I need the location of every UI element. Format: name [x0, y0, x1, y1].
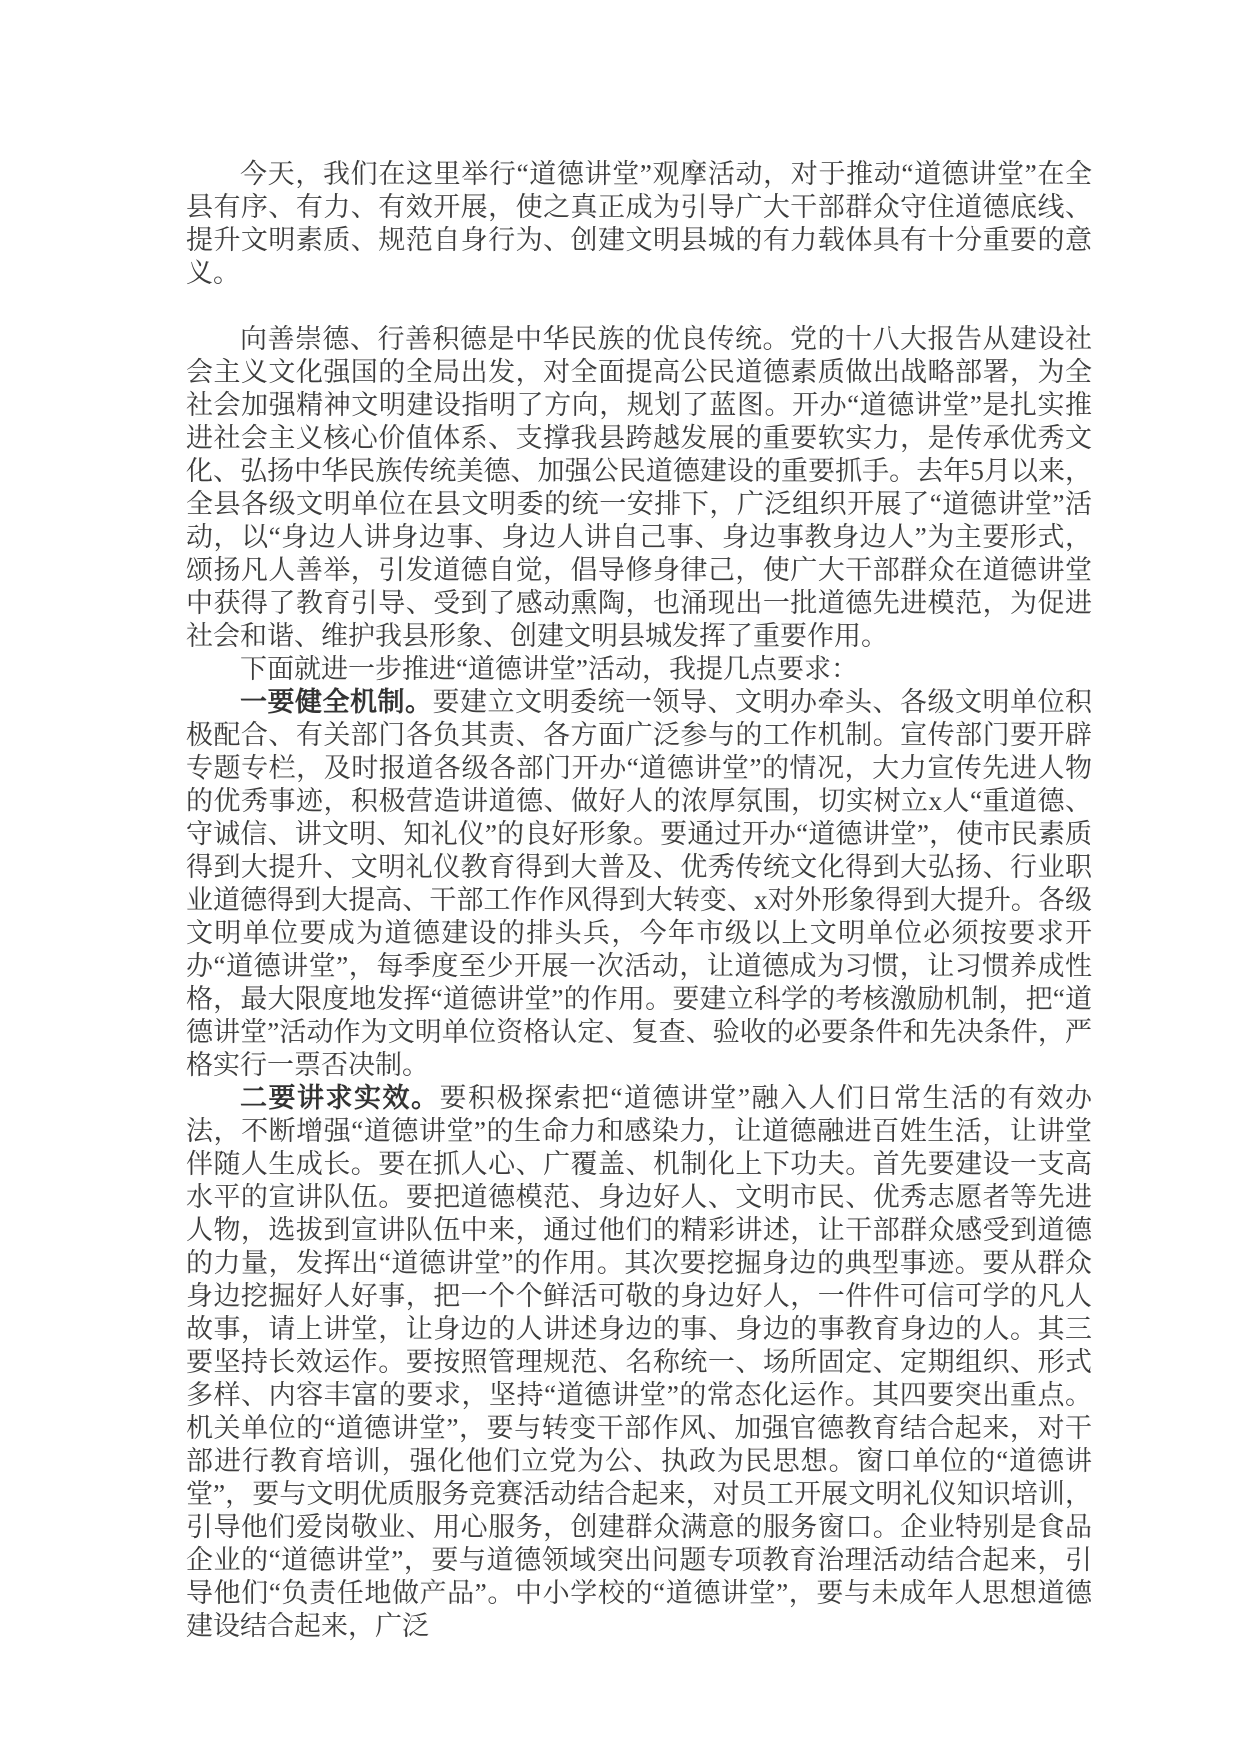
paragraph-lead: 一要健全机制。 — [240, 687, 433, 717]
paragraph: 一要健全机制。要建立文明委统一领导、文明办牵头、各级文明单位积极配合、有关部门各负其责、各方面广泛参与的工作机制。宣传部门要开辟专题专栏，及时报道各级各部门开办“道德讲堂”的情况，大力宣传先进人物的优秀事迹，积极营造讲道德、做好人的浓厚氛围，切实树立x人“重道德、守诚信、讲文明、知礼仪”的良好形象。要通过开办“道德讲堂”，使市民素质得到大提升、文明礼仪教育得到大普及、优秀传统文化得到大弘扬、行业职业道德得到大提高、干部工作作风得到大转变、x对外形象得到大提升。各级文明单位要成为道德建设的排头兵，今年市级以上文明单位必须按要求开办“道德讲堂”，每季度至少开展一次活动，让道德成为习惯，让习惯养成性格，最大限度地发挥“道德讲堂”的作用。要建立科学的考核激励机制，把“道德讲堂”活动作为文明单位资格认定、复查、验收的必要条件和先决条件，严格实行一票否决制。 — [186, 687, 1092, 1080]
document-content — [186, 158, 1092, 1643]
paragraph: 下面就进一步推进“道德讲堂”活动，我提几点要求： — [240, 654, 858, 684]
paragraph-lead: 二要讲求实效。 — [240, 1083, 440, 1113]
paragraph: 二要讲求实效。要积极探索把“道德讲堂”融入人们日常生活的有效办法，不断增强“道德讲堂”的生命力和感染力，让道德融进百姓生活，让讲堂伴随人生成长。要在抓人心、广覆盖、机制化上下功夫。首先要建设一支高水平的宣讲队伍。要把道德模范、身边好人、文明市民、优秀志愿者等先进人物，选拔到宣讲队伍中来，通过他们的精彩讲述，让干部群众感受到道德的力量，发挥出“道德讲堂”的作用。其次要挖掘身边的典型事迹。要从群众身边挖掘好人好事，把一个个鲜活可敬的身边好人，一件件可信可学的凡人故事，请上讲堂，让身边的人讲述身边的事、身边的事教育身边的人。其三要坚持长效运作。要按照管理规范、名称统一、场所固定、定期组织、形式多样、内容丰富的要求，坚持“道德讲堂”的常态化运作。其四要突出重点。机关单位的“道德讲堂”，要与转变干部作风、加强官德教育结合起来，对干部进行教育培训，强化他们立党为公、执政为民思想。窗口单位的“道德讲堂”，要与文明优质服务竞赛活动结合起来，对员工开展文明礼仪知识培训，引导他们爱岗敬业、用心服务，创建群众满意的服务窗口。企业特别是食品企业的“道德讲堂”，要与道德领域突出问题专项教育治理活动结合起来，引导他们“负责任地做产品”。中小学校的“道德讲堂”，要与未成年人思想道德建设结合起来，广泛 — [186, 1083, 1093, 1641]
paragraph: 向善崇德、行善积德是中华民族的优良传统。党的十八大报告从建设社会主义文化强国的全局出发，对全面提高公民道德素质做出战略部署，为全社会加强精神文明建设指明了方向，规划了蓝图。开办“道德讲堂”是扎实推进社会主义核心价值体系、支撑我县跨越发展的重要软实力，是传承优秀文化、弘扬中华民族传统美德、加强公民道德建设的重要抓手。去年5月以来，全县各级文明单位在县文明委的统一安排下，广泛组织开展了“道德讲堂”活动，以“身边人讲身边事、身边人讲自己事、身边事教身边人”为主要形式，颂扬凡人善举，引发道德自觉，倡导修身律己，使广大干部群众在道德讲堂中获得了教育引导、受到了感动熏陶，也涌现出一批道德先进模范，为促进社会和谐、维护我县形象、创建文明县城发挥了重要作用。 — [186, 324, 1092, 651]
paragraph: 今天，我们在这里举行“道德讲堂”观摩活动，对于推动“道德讲堂”在全县有序、有力、有效开展，使之真正成为引导广大干部群众守住道德底线、提升文明素质、规范自身行为、创建文明县城的有力载体具有十分重要的意义。 — [186, 159, 1092, 288]
